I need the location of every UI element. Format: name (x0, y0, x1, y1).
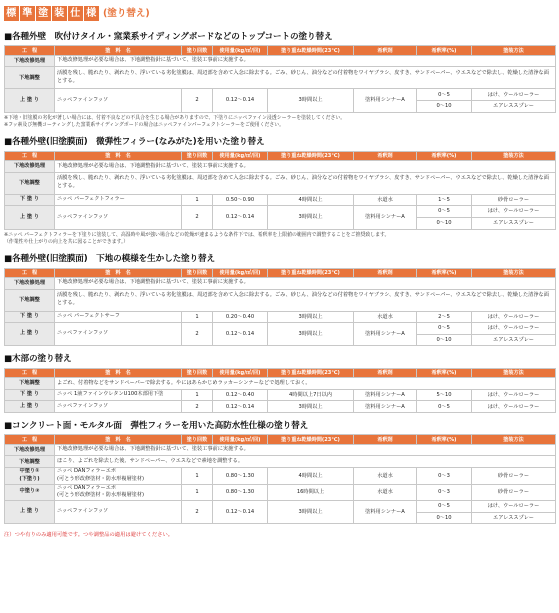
prep-text: 活膜を残し、脆れたり、剥れたり、浮いている劣化塗膜は、周辺部を含めて入念に除去する。ごみ、砂じん、油分などの付着物をワイヤブラシ、皮すき、サンドペーパー、ウエスなどで除去し、乾燥した清浄な面とする。 (55, 172, 556, 194)
spec-section (4, 421, 555, 524)
header-row (5, 435, 556, 445)
column-header: 希釈剤 (354, 435, 417, 445)
paint-row (5, 501, 556, 513)
dilution-rate: 0〜10 (417, 512, 472, 524)
application-method: はけ、ウールローラー (472, 323, 556, 335)
paint-usage: 0.20〜0.40 (213, 311, 268, 323)
application-method: はけ、ウールローラー (472, 501, 556, 513)
column-header: 塗 料 名 (55, 46, 182, 56)
section-title: ■各種外壁(旧塗膜面) 下地の模様を生かした塗り替え (4, 254, 216, 265)
paint-row (5, 89, 556, 101)
step-label: 下地改修処理 (5, 444, 55, 456)
paint-usage: 0.12〜0.14 (213, 323, 268, 346)
dilution-rate: 0〜5 (417, 401, 472, 413)
paint-dry: 3時間以上 (268, 401, 354, 413)
column-header: 塗り回数 (182, 46, 213, 56)
column-header: 塗り回数 (182, 368, 213, 378)
step-label: 下 塗 り (5, 311, 55, 323)
column-header: 塗 料 名 (55, 368, 182, 378)
paint-row (5, 194, 556, 206)
prep-row (5, 378, 556, 390)
step-label: 下地調整 (5, 378, 55, 390)
paint-name: ニッペファインフッソ (55, 206, 182, 229)
column-header: 塗り重ね乾燥時間(23℃) (268, 46, 354, 56)
step-label: 上 塗 り (5, 501, 55, 524)
paint-dry: 16時間以上 (268, 484, 354, 501)
application-method: はけ、ウールローラー (472, 311, 556, 323)
paint-name: ニッペ パーフェクトサーフ (55, 311, 182, 323)
dilution-rate: 2〜5 (417, 311, 472, 323)
column-header: 塗装方法 (472, 268, 556, 278)
prep-row (5, 289, 556, 311)
prep-row (5, 67, 556, 89)
step-label: 下地調整 (5, 456, 55, 468)
column-header: 塗 料 名 (55, 435, 182, 445)
paint-thinner: 水道水 (354, 194, 417, 206)
prep-row (5, 278, 556, 290)
paint-usage: 0.12〜0.40 (213, 389, 268, 401)
header-row (5, 46, 556, 56)
paint-dry: 3時間以上 (268, 311, 354, 323)
column-header: 使用量(kg/㎡/回) (213, 151, 268, 161)
column-header: 塗り重ね乾燥時間(23℃) (268, 151, 354, 161)
prep-text: よごれ、付着物などをサンドペーパーで除去する。やにはあらかじめラッカーシンナーなどで処理しておく。 (55, 378, 556, 390)
column-header: 希釈率(%) (417, 368, 472, 378)
paint-usage: 0.50〜0.90 (213, 194, 268, 206)
prep-row (5, 161, 556, 173)
paint-row (5, 401, 556, 413)
header-row (5, 151, 556, 161)
paint-times: 1 (182, 194, 213, 206)
step-label: 中塗り② (5, 484, 55, 501)
step-label: 下地改修処理 (5, 161, 55, 173)
column-header: 使用量(kg/㎡/回) (213, 435, 268, 445)
paint-name: ニッペファインフッソ (55, 89, 182, 112)
column-header: 工 程 (5, 46, 55, 56)
paint-row (5, 311, 556, 323)
paint-row (5, 323, 556, 335)
section-title: ■各種外壁(旧塗膜面) 微弾性フィラー(なみがた)を用いた塗り替え (4, 137, 265, 148)
dilution-rate: 1〜5 (417, 194, 472, 206)
paint-times: 2 (182, 206, 213, 229)
paint-row (5, 484, 556, 501)
title-subtitle: (塗り替え) (103, 7, 150, 19)
title-char: 塗 (36, 6, 51, 21)
paint-times: 2 (182, 323, 213, 346)
spec-section (4, 32, 555, 129)
prep-row (5, 456, 556, 468)
paint-thinner: 水道水 (354, 484, 417, 501)
prep-text: 下地改修処理が必要な場合は、下地調整指針に基づいて、塗装工事前に実施する。 (55, 161, 556, 173)
column-header: 塗 料 名 (55, 151, 182, 161)
column-header: 希釈率(%) (417, 268, 472, 278)
spec-table (4, 434, 556, 524)
application-method: エアレススプレー (472, 217, 556, 229)
prep-text: 活膜を残し、脆れたり、剥れたり、浮いている劣化塗膜は、周辺部を含めて入念に除去する。ごみ、砂じん、油分などの付着物をワイヤブラシ、皮すき、サンドペーパー、ウエスなどで除去し、乾燥した清浄な面とする。 (55, 289, 556, 311)
dilution-rate: 0〜3 (417, 468, 472, 485)
step-label: 中塗り① (下塗り) (5, 468, 55, 485)
paint-usage: 0.12〜0.14 (213, 401, 268, 413)
sections-container (4, 32, 555, 524)
paint-name: ニッペファインフッソ (55, 401, 182, 413)
spec-page (4, 4, 555, 539)
paint-usage: 0.80〜1.30 (213, 468, 268, 485)
column-header: 工 程 (5, 368, 55, 378)
paint-thinner: 塗料用シンナーA (354, 323, 417, 346)
step-label: 上 塗 り (5, 89, 55, 112)
application-method: はけ、ウールローラー (472, 389, 556, 401)
paint-dry: 3時間以上 (268, 89, 354, 112)
column-header: 使用量(kg/㎡/回) (213, 368, 268, 378)
column-header: 塗り回数 (182, 435, 213, 445)
application-method: はけ、ウールローラー (472, 401, 556, 413)
column-header: 塗 料 名 (55, 268, 182, 278)
column-header: 希釈剤 (354, 368, 417, 378)
application-method: エアレススプレー (472, 101, 556, 113)
dilution-rate: 5〜10 (417, 389, 472, 401)
prep-row (5, 172, 556, 194)
column-header: 希釈剤 (354, 46, 417, 56)
spec-section (4, 354, 555, 413)
paint-thinner: 塗料用シンナーA (354, 389, 417, 401)
spec-section (4, 137, 555, 246)
paint-name: ニッペ DANフィラーエポ (可とう形改修塗材・防水形複層塗材) (55, 468, 182, 485)
paint-name: ニッペ DANフィラーエポ (可とう形改修塗材・防水形複層塗材) (55, 484, 182, 501)
column-header: 塗り重ね乾燥時間(23℃) (268, 435, 354, 445)
step-label: 下地調整 (5, 289, 55, 311)
section-note: ※下地・旧塗膜の劣化が著しい場合には、付着不良などの不具合を生じる場合がありますので、下塗りにニッペファイン浸透シーラーを塗装してください。 (4, 114, 346, 121)
section-title: ■木部の塗り替え (4, 354, 72, 365)
title-char: 様 (84, 6, 99, 21)
paint-dry: 3時間以上 (268, 206, 354, 229)
column-header: 塗り重ね乾燥時間(23℃) (268, 368, 354, 378)
paint-thinner: 塗料用シンナーA (354, 501, 417, 524)
spec-table (4, 151, 556, 230)
column-header: 工 程 (5, 151, 55, 161)
spec-table (4, 368, 556, 413)
column-header: 希釈剤 (354, 151, 417, 161)
column-header: 塗り回数 (182, 151, 213, 161)
paint-usage: 0.12〜0.14 (213, 501, 268, 524)
spec-section (4, 254, 555, 346)
prep-row (5, 444, 556, 456)
section-note: （作業性や仕上がりの向上を共に図ることができます。） (4, 238, 129, 245)
column-header: 塗り回数 (182, 268, 213, 278)
column-header: 工 程 (5, 435, 55, 445)
step-label: 下地調整 (5, 172, 55, 194)
paint-times: 1 (182, 311, 213, 323)
column-header: 塗装方法 (472, 435, 556, 445)
column-header: 塗り重ね乾燥時間(23℃) (268, 268, 354, 278)
application-method: 砂骨ローラー (472, 468, 556, 485)
column-header: 塗装方法 (472, 368, 556, 378)
prep-text: 下地改修処理が必要な場合は、下地調整指針に基づいて、塗装工事前に実施する。 (55, 278, 556, 290)
step-label: 下 塗 り (5, 389, 55, 401)
dilution-rate: 0〜5 (417, 501, 472, 513)
dilution-rate: 0〜5 (417, 89, 472, 101)
paint-dry: 3時間以上 (268, 501, 354, 524)
paint-thinner: 水道水 (354, 468, 417, 485)
dilution-rate: 0〜5 (417, 206, 472, 218)
application-method: エアレススプレー (472, 512, 556, 524)
column-header: 希釈率(%) (417, 46, 472, 56)
footer-warning: 注）つや有りのみ適用可能です。つや調整品の適用は避けてください。 (4, 532, 174, 539)
header-row (5, 368, 556, 378)
step-label: 下 塗 り (5, 194, 55, 206)
prep-text: 活膜を残し、脆れたり、剥れたり、浮いている劣化塗膜は、周辺部を含めて入念に除去する。ごみ、砂じん、油分などの付着物をワイヤブラシ、皮すき、サンドペーパー、ウエスなどで除去し、乾燥した清浄な面とする。 (55, 67, 556, 89)
paint-times: 1 (182, 484, 213, 501)
prep-text: ほこり、よごれを除去した後、サンドペーパー、ウエスなどで素地を調整する。 (55, 456, 556, 468)
column-header: 塗装方法 (472, 151, 556, 161)
prep-text: 下地改修処理が必要な場合は、下地調整指針に基づいて、塗装工事前に実施する。 (55, 55, 556, 67)
application-method: はけ、ウールローラー (472, 206, 556, 218)
column-header: 工 程 (5, 268, 55, 278)
step-label: 下地改修処理 (5, 278, 55, 290)
title-char: 装 (52, 6, 67, 21)
paint-name: ニッペファインフッソ (55, 323, 182, 346)
spec-table (4, 268, 556, 347)
prep-text: 下地改修処理が必要な場合は、下地調整指針に基づいて、塗装工事前に実施する。 (55, 444, 556, 456)
spec-table (4, 45, 556, 112)
paint-times: 2 (182, 401, 213, 413)
step-label: 上 塗 り (5, 206, 55, 229)
title-char: 準 (20, 6, 35, 21)
paint-row (5, 206, 556, 218)
paint-usage: 0.12〜0.14 (213, 89, 268, 112)
paint-thinner: 塗料用シンナーA (354, 89, 417, 112)
step-label: 下地調整 (5, 67, 55, 89)
step-label: 上 塗 り (5, 323, 55, 346)
column-header: 希釈剤 (354, 268, 417, 278)
paint-times: 1 (182, 389, 213, 401)
paint-usage: 0.80〜1.30 (213, 484, 268, 501)
section-note: ※ニッペ パーフェクトフィラーを下塗りに塗装して、高湿時や風が強い場合などの乾燥が速まるような条件下では、希釈率を上限値の範囲内で調整することをご推奨致します。 (4, 231, 390, 238)
application-method: エアレススプレー (472, 334, 556, 346)
paint-dry: 3時間以上 (268, 323, 354, 346)
paint-usage: 0.12〜0.14 (213, 206, 268, 229)
paint-name: ニッペファインフッソ (55, 501, 182, 524)
dilution-rate: 0〜10 (417, 217, 472, 229)
paint-dry: 4時間以上7日以内 (268, 389, 354, 401)
paint-dry: 4時間以上 (268, 468, 354, 485)
dilution-rate: 0〜5 (417, 323, 472, 335)
title-char: 標 (4, 6, 19, 21)
page-title (4, 4, 555, 23)
column-header: 塗装方法 (472, 46, 556, 56)
column-header: 使用量(kg/㎡/回) (213, 46, 268, 56)
paint-times: 2 (182, 501, 213, 524)
application-method: はけ、ウールローラー (472, 89, 556, 101)
column-header: 希釈率(%) (417, 435, 472, 445)
paint-thinner: 塗料用シンナーA (354, 206, 417, 229)
paint-thinner: 水道水 (354, 311, 417, 323)
prep-row (5, 55, 556, 67)
section-note: ※フッ素及び無機コーティングした窯業系サイディングボードの場合はニッペファインパーフェクトシーラーをご使用ください。 (4, 121, 285, 128)
paint-thinner: 塗料用シンナーA (354, 401, 417, 413)
paint-row (5, 389, 556, 401)
application-method: 砂骨ローラー (472, 484, 556, 501)
section-title: ■コンクリート面・モルタル面 弾性フィラーを用いた高防水性仕様の塗り替え (4, 421, 309, 431)
header-row (5, 268, 556, 278)
dilution-rate: 0〜3 (417, 484, 472, 501)
title-char: 仕 (68, 6, 83, 21)
paint-times: 2 (182, 89, 213, 112)
column-header: 使用量(kg/㎡/回) (213, 268, 268, 278)
paint-times: 1 (182, 468, 213, 485)
paint-name: ニッペ 1液ファインウレタンU100木部用下塗 (55, 389, 182, 401)
dilution-rate: 0〜10 (417, 334, 472, 346)
section-title: ■各種外壁 吹付けタイル・窯業系サイディングボードなどのトップコートの塗り替え (4, 32, 333, 42)
column-header: 希釈率(%) (417, 151, 472, 161)
paint-dry: 4時間以上 (268, 194, 354, 206)
step-label: 上 塗 り (5, 401, 55, 413)
step-label: 下地改修処理 (5, 55, 55, 67)
application-method: 砂骨ローラー (472, 194, 556, 206)
paint-row (5, 468, 556, 485)
paint-name: ニッペ パーフェクトフィラー (55, 194, 182, 206)
dilution-rate: 0〜10 (417, 101, 472, 113)
